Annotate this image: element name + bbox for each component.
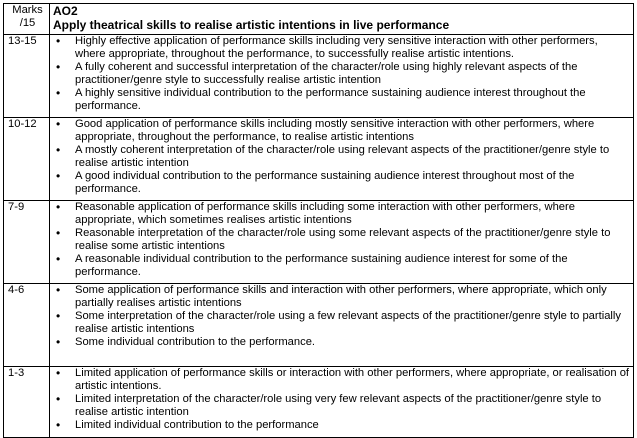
marks-header-total: /15	[19, 17, 36, 29]
criterion-item: • Limited individual contribution to the performance	[53, 419, 630, 432]
band-row-13-15	[4, 35, 634, 118]
criterion-item: • Some individual contribution to the performance.	[53, 336, 630, 349]
band-range: 1-3	[4, 367, 50, 438]
header-row	[4, 4, 634, 35]
criterion-item: • A fully coherent and successful interpretation of the character/role using highly relevant aspects of the practitioner/genre style to successfully realise artistic intention	[53, 61, 630, 87]
criterion-item: • Limited application of performance skills or interaction with other performers, where appropriate, or realisation of artistic intentions.	[53, 367, 630, 393]
criterion-item: • Some interpretation of the character/role using a few relevant aspects of the practitioner/genre style to partially realise artistic intentions	[53, 310, 630, 336]
band-criteria-cell	[50, 35, 634, 118]
band-criteria-cell	[50, 367, 634, 438]
marks-header-cell	[4, 4, 50, 35]
band-row-7-9	[4, 201, 634, 284]
band-criteria-cell	[50, 118, 634, 201]
band-range: 13-15	[4, 35, 50, 118]
criterion-item: • Limited interpretation of the character/role using very few relevant aspects of the practitioner/genre style to realise artistic intention	[53, 393, 630, 419]
criteria-list	[53, 201, 630, 279]
assessment-rubric-table	[3, 3, 634, 438]
band-criteria-cell	[50, 201, 634, 284]
band-range: 10-12	[4, 118, 50, 201]
band-row-1-3	[4, 367, 634, 438]
band-row-10-12	[4, 118, 634, 201]
criterion-item: • Good application of performance skills including mostly sensitive interaction with other performers, where appropriate, throughout the performance, to realise artistic intentions	[53, 118, 630, 144]
band-range: 4-6	[4, 284, 50, 367]
criterion-item: • Reasonable interpretation of the character/role using some relevant aspects of the practitioner/genre style to realise some artistic intentions	[53, 227, 630, 253]
criterion-item: • A mostly coherent interpretation of the character/role using relevant aspects of the practitioner/genre style to realise artistic intention	[53, 144, 630, 170]
objective-header-cell	[50, 4, 634, 35]
criterion-item: • A good individual contribution to the performance sustaining audience interest throughout most of the performance.	[53, 170, 630, 196]
criteria-list	[53, 118, 630, 196]
band-criteria-cell	[50, 284, 634, 367]
criteria-list	[53, 284, 630, 349]
band-row-4-6	[4, 284, 634, 367]
criteria-list	[53, 367, 630, 432]
criterion-item: • Highly effective application of performance skills including very sensitive interaction with other performers, where appropriate, throughout the performance, to successfully realise artistic intentions.	[53, 35, 630, 61]
criterion-item: • A highly sensitive individual contribution to the performance sustaining audience interest throughout the performance.	[53, 87, 630, 113]
criteria-clip	[53, 367, 630, 437]
band-range: 7-9	[4, 201, 50, 284]
criterion-item: • A reasonable individual contribution to the performance sustaining audience interest for some of the performance.	[53, 253, 630, 279]
criteria-list	[53, 35, 630, 113]
objective-code: AO2	[53, 4, 78, 18]
objective-title: Apply theatrical skills to realise artistic intentions in live performance	[53, 18, 450, 32]
marks-header-label: Marks	[12, 4, 43, 16]
criterion-item: • Reasonable application of performance skills including some interaction with other performers, where appropriate, which sometimes realises artistic intentions	[53, 201, 630, 227]
criterion-item: • Some application of performance skills and interaction with other performers, where appropriate, which only partially realises artistic intentions	[53, 284, 630, 310]
